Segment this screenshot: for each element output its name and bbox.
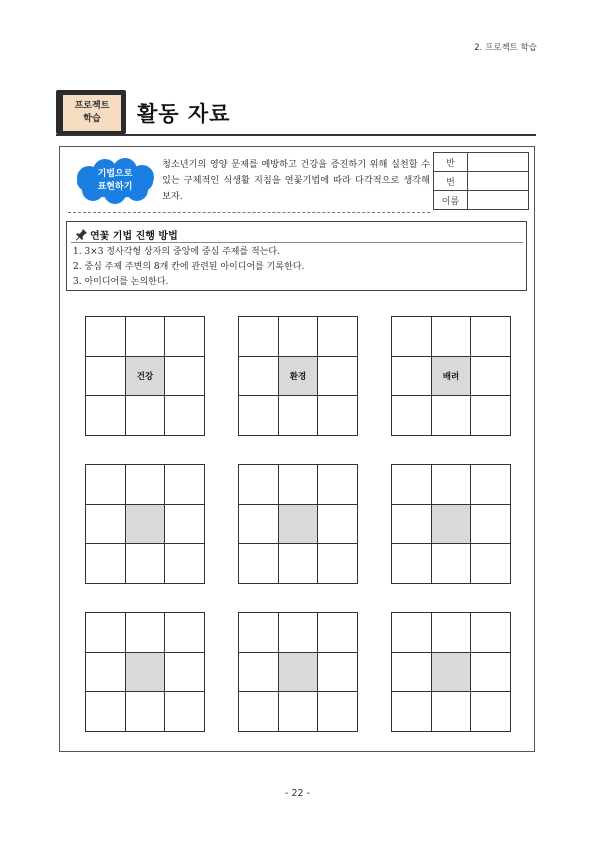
method-title — [75, 227, 178, 242]
grid-center-cell[interactable]: 환경 — [279, 357, 319, 397]
section-badge — [56, 90, 126, 134]
grid-idea-cell[interactable] — [239, 505, 279, 545]
grid-idea-cell[interactable] — [471, 465, 511, 505]
grid-idea-cell[interactable] — [165, 396, 205, 436]
grid-idea-cell[interactable] — [471, 613, 511, 653]
grid-center-cell[interactable] — [279, 653, 319, 693]
method-box — [66, 221, 527, 291]
grid-idea-cell[interactable] — [392, 317, 432, 357]
badge-line-2: 학습 — [83, 114, 101, 124]
name-label: 이름 — [434, 191, 468, 210]
grid-idea-cell[interactable] — [126, 692, 166, 732]
running-header: 2. 프로젝트 학습 — [474, 43, 537, 53]
grid-idea-cell[interactable] — [86, 317, 126, 357]
grid-idea-cell[interactable] — [318, 613, 358, 653]
page-number: - 22 - — [285, 788, 310, 799]
grid-center-cell[interactable] — [279, 505, 319, 545]
grid-idea-cell[interactable] — [392, 357, 432, 397]
lotus-grid — [85, 464, 205, 584]
grid-idea-cell[interactable] — [279, 692, 319, 732]
grid-idea-cell[interactable] — [432, 396, 472, 436]
grid-idea-cell[interactable] — [165, 505, 205, 545]
grid-idea-cell[interactable] — [239, 653, 279, 693]
grid-idea-cell[interactable] — [279, 613, 319, 653]
grid-idea-cell[interactable] — [279, 544, 319, 584]
lotus-grid — [391, 464, 511, 584]
lotus-grid — [238, 316, 358, 436]
number-label: 번 — [434, 172, 468, 191]
grid-idea-cell[interactable] — [318, 465, 358, 505]
grid-center-cell[interactable] — [432, 505, 472, 545]
grid-idea-cell[interactable] — [239, 465, 279, 505]
grid-idea-cell[interactable] — [432, 692, 472, 732]
grid-idea-cell[interactable] — [318, 505, 358, 545]
grid-idea-cell[interactable] — [279, 465, 319, 505]
pushpin-icon — [75, 228, 88, 241]
grid-idea-cell[interactable] — [318, 357, 358, 397]
grid-idea-cell[interactable] — [86, 465, 126, 505]
grid-center-cell[interactable]: 건강 — [126, 357, 166, 397]
dashed-divider — [68, 212, 430, 213]
grid-idea-cell[interactable] — [279, 317, 319, 357]
method-steps — [73, 245, 304, 290]
grid-idea-cell[interactable] — [432, 317, 472, 357]
grid-idea-cell[interactable] — [471, 653, 511, 693]
grid-idea-cell[interactable] — [239, 396, 279, 436]
lotus-grid — [238, 464, 358, 584]
grid-idea-cell[interactable] — [392, 505, 432, 545]
grid-idea-cell[interactable] — [239, 357, 279, 397]
grid-center-cell[interactable]: 배려 — [432, 357, 472, 397]
grid-idea-cell[interactable] — [318, 653, 358, 693]
grid-idea-cell[interactable] — [392, 692, 432, 732]
grid-idea-cell[interactable] — [432, 465, 472, 505]
method-step: 1. 3×3 정사각형 상자의 중앙에 중심 주제를 적는다. — [73, 247, 280, 257]
lotus-grid — [391, 612, 511, 732]
grid-idea-cell[interactable] — [471, 544, 511, 584]
grid-idea-cell[interactable] — [471, 396, 511, 436]
grid-idea-cell[interactable] — [471, 505, 511, 545]
grid-idea-cell[interactable] — [318, 692, 358, 732]
grid-idea-cell[interactable] — [318, 544, 358, 584]
grid-idea-cell[interactable] — [471, 692, 511, 732]
grid-idea-cell[interactable] — [86, 505, 126, 545]
badge-line-1: 프로젝트 — [74, 101, 110, 111]
lotus-grid — [238, 612, 358, 732]
grid-idea-cell[interactable] — [392, 465, 432, 505]
lotus-grid — [85, 612, 205, 732]
grid-idea-cell[interactable] — [239, 544, 279, 584]
grid-idea-cell[interactable] — [86, 544, 126, 584]
class-label: 반 — [434, 153, 468, 172]
grid-idea-cell[interactable] — [86, 396, 126, 436]
method-title-text: 연꽃 기법 진행 방법 — [90, 231, 178, 242]
grid-center-cell[interactable] — [126, 653, 166, 693]
grid-idea-cell[interactable] — [239, 692, 279, 732]
grid-idea-cell[interactable] — [165, 653, 205, 693]
grid-center-cell[interactable] — [432, 653, 472, 693]
grid-idea-cell[interactable] — [165, 544, 205, 584]
lotus-grid — [85, 316, 205, 436]
grid-idea-cell[interactable] — [165, 692, 205, 732]
grid-idea-cell[interactable] — [392, 396, 432, 436]
grid-idea-cell[interactable] — [86, 692, 126, 732]
grid-idea-cell[interactable] — [239, 613, 279, 653]
grid-idea-cell[interactable] — [86, 653, 126, 693]
method-step: 3. 아이디어를 논의한다. — [73, 277, 169, 287]
grid-idea-cell[interactable] — [126, 396, 166, 436]
grid-idea-cell[interactable] — [165, 317, 205, 357]
grid-center-cell[interactable] — [126, 505, 166, 545]
grid-idea-cell[interactable] — [126, 613, 166, 653]
grid-idea-cell[interactable] — [86, 357, 126, 397]
grid-idea-cell[interactable] — [126, 465, 166, 505]
grid-idea-cell[interactable] — [392, 653, 432, 693]
section-title: 활동 자료 — [137, 102, 231, 126]
lotus-grid — [391, 316, 511, 436]
intro-text: 청소년기의 영양 문제를 예방하고 건강을 증진하기 위해 실천할 수 있는 구체적인 식생활 지침을 연꽃기법에 따라 다각적으로 생각해 보자. — [162, 159, 430, 202]
grid-idea-cell[interactable] — [126, 317, 166, 357]
grid-idea-cell[interactable] — [392, 613, 432, 653]
class-field[interactable] — [468, 153, 529, 172]
number-field[interactable] — [468, 172, 529, 191]
method-step: 2. 중심 주제 주변의 8개 칸에 관련된 아이디어를 기록한다. — [73, 262, 305, 272]
grid-idea-cell[interactable] — [279, 396, 319, 436]
grid-idea-cell[interactable] — [165, 613, 205, 653]
grid-idea-cell[interactable] — [165, 357, 205, 397]
callout-line-2: 표현하기 — [97, 182, 133, 192]
grid-idea-cell[interactable] — [392, 544, 432, 584]
callout-line-1: 기법으로 — [97, 169, 133, 179]
grid-idea-cell[interactable] — [165, 465, 205, 505]
name-field[interactable] — [468, 191, 529, 210]
grid-idea-cell[interactable] — [126, 544, 166, 584]
grid-idea-cell[interactable] — [432, 613, 472, 653]
grid-idea-cell[interactable] — [471, 317, 511, 357]
grid-idea-cell[interactable] — [318, 317, 358, 357]
method-title-rule — [71, 242, 523, 243]
grid-idea-cell[interactable] — [471, 357, 511, 397]
grid-idea-cell[interactable] — [86, 613, 126, 653]
grid-idea-cell[interactable] — [239, 317, 279, 357]
student-info-table — [433, 152, 529, 210]
title-rule — [56, 134, 536, 136]
grid-idea-cell[interactable] — [432, 544, 472, 584]
callout-cloud — [71, 158, 159, 204]
grid-idea-cell[interactable] — [318, 396, 358, 436]
